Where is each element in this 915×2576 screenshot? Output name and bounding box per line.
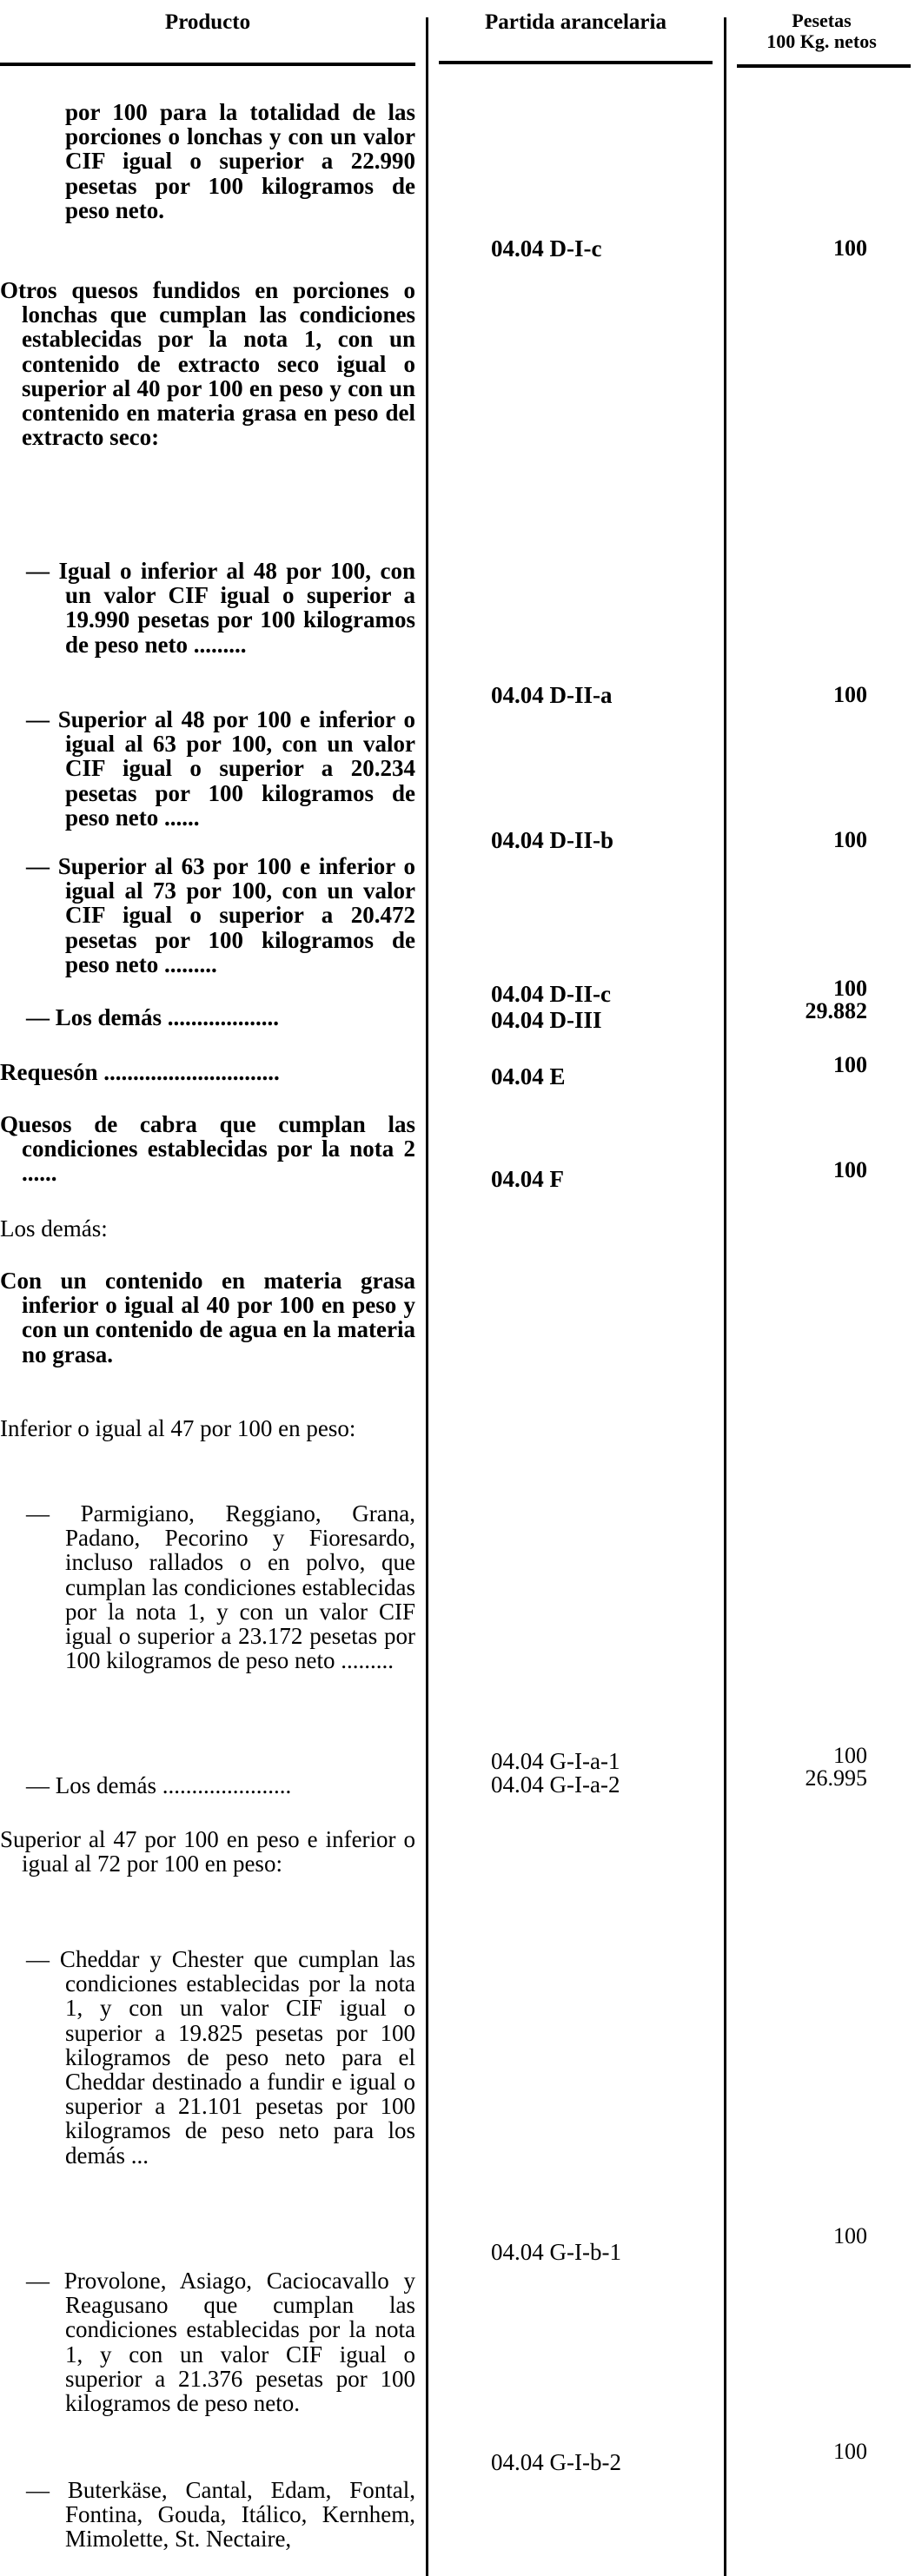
product-cell: — Provolone, Asiago, Caciocavallo y Reagusano que cumplan las condiciones establecidas por la nota 1, y con un valor CIF igual o superior a 21.376 pesetas por 100 kilogramos de peso neto. bbox=[26, 2268, 415, 2417]
product-cell: — Superior al 48 por 100 e inferior o igual al 63 por 100, con un valor CIF igual o superior a 20.234 pesetas por 100 kilogramos de peso neto ...... bbox=[26, 706, 415, 831]
product-cell: por 100 para la totalidad de las porciones o lonchas y con un valor CIF igual o superior a 22.990 pesetas por 100 kilogramos de peso neto. bbox=[65, 99, 415, 223]
pesetas-cell: 29.882 bbox=[805, 998, 867, 1023]
pesetas-cell: 100 bbox=[833, 827, 867, 852]
product-cell: — Buterkäse, Cantal, Edam, Fontal, Fontina, Gouda, Itálico, Kernhem, Mimolette, St. Nectaire, bbox=[26, 2477, 415, 2553]
product-cell: — Cheddar y Chester que cumplan las condiciones establecidas por la nota 1, y con un valor CIF igual o superior a 19.825 pesetas por 100 kilogramos de peso neto para el Cheddar destinado a fundir e igual o superior a 21.101 pesetas por 100 kilogramos de peso neto para los demás ... bbox=[26, 1946, 415, 2169]
product-cell: — Superior al 63 por 100 e inferior o igual al 73 por 100, con un valor CIF igual o superior a 20.472 pesetas por 100 kilogramos de peso neto ......... bbox=[26, 853, 415, 977]
header-rule-pesetas bbox=[737, 64, 911, 68]
partida-cell: 04.04 D-I-c bbox=[491, 235, 602, 262]
pesetas-cell: 100 bbox=[833, 1052, 867, 1077]
column-header-product: Producto bbox=[164, 10, 251, 34]
column-header-pesetas-line1: Pesetas bbox=[792, 10, 852, 31]
product-cell: Quesos de cabra que cumplan las condiciones establecidas por la nota 2 ...... bbox=[0, 1111, 415, 1187]
pesetas-cell: 100 bbox=[833, 1743, 867, 1768]
product-cell: Otros quesos fundidos en porciones o lonchas que cumplan las condiciones establecidas por la nota 1, con un contenido de extracto seco igual o superior al 40 por 100 en peso y con un contenido en materia grasa en peso del extracto seco: bbox=[0, 277, 415, 451]
pesetas-cell: 100 bbox=[833, 682, 867, 707]
pesetas-cell: 100 bbox=[833, 235, 867, 261]
product-cell: Inferior o igual al 47 por 100 en peso: bbox=[0, 1415, 356, 1441]
partida-cell: 04.04 D-II-b bbox=[491, 827, 614, 853]
partida-cell: 04.04 G-I-b-2 bbox=[491, 2449, 621, 2475]
column-header-partida: Partida arancelaria bbox=[485, 10, 666, 34]
partida-cell: 04.04 G-I-a-2 bbox=[491, 1771, 620, 1798]
column-header-pesetas bbox=[728, 10, 915, 52]
pesetas-cell: 100 bbox=[833, 1157, 867, 1182]
product-cell: — Los demás ...................... bbox=[26, 1772, 292, 1798]
partida-cell: 04.04 G-I-a-1 bbox=[491, 1748, 620, 1774]
partida-cell: 04.04 D-II-a bbox=[491, 682, 613, 708]
product-cell: Requesón .............................. bbox=[0, 1059, 280, 1085]
product-cell: Con un contenido en materia grasa inferior o igual al 40 por 100 en peso y con un contenido de agua en la materia no grasa. bbox=[0, 1268, 415, 1367]
pesetas-cell: 26.995 bbox=[805, 1765, 867, 1791]
header-rule-partida bbox=[439, 61, 713, 64]
pesetas-cell: 100 bbox=[833, 2439, 867, 2464]
partida-cell: 04.04 F bbox=[491, 1166, 564, 1192]
partida-cell: 04.04 G-I-b-1 bbox=[491, 2239, 621, 2265]
partida-cell: 04.04 D-II-c bbox=[491, 981, 611, 1007]
column-divider-1 bbox=[426, 17, 428, 2576]
column-divider-2 bbox=[724, 17, 726, 2576]
product-cell: — Parmigiano, Reggiano, Grana, Padano, Pecorino y Fioresardo, incluso rallados o en polvo, que cumplan las condiciones establecidas por la nota 1, y con un valor CIF igual o superior a 23.172 pesetas por 100 kilogramos de peso neto ......... bbox=[26, 1500, 415, 1674]
partida-cell: 04.04 D-III bbox=[491, 1007, 602, 1033]
partida-cell: 04.04 E bbox=[491, 1063, 566, 1089]
product-cell: Los demás: bbox=[0, 1215, 108, 1242]
column-header-pesetas-line2: 100 Kg. netos bbox=[766, 30, 877, 52]
pesetas-cell: 100 bbox=[833, 2223, 867, 2248]
product-cell: — Los demás ................... bbox=[26, 1004, 280, 1030]
product-cell: Superior al 47 por 100 en peso e inferior o igual al 72 por 100 en peso: bbox=[0, 1826, 415, 1877]
header-rule-product bbox=[0, 63, 415, 66]
product-cell: — Igual o inferior al 48 por 100, con un valor CIF igual o superior a 19.990 pesetas por 100 kilogramos de peso neto ......... bbox=[26, 558, 415, 658]
pesetas-cell: 100 bbox=[833, 976, 867, 1001]
